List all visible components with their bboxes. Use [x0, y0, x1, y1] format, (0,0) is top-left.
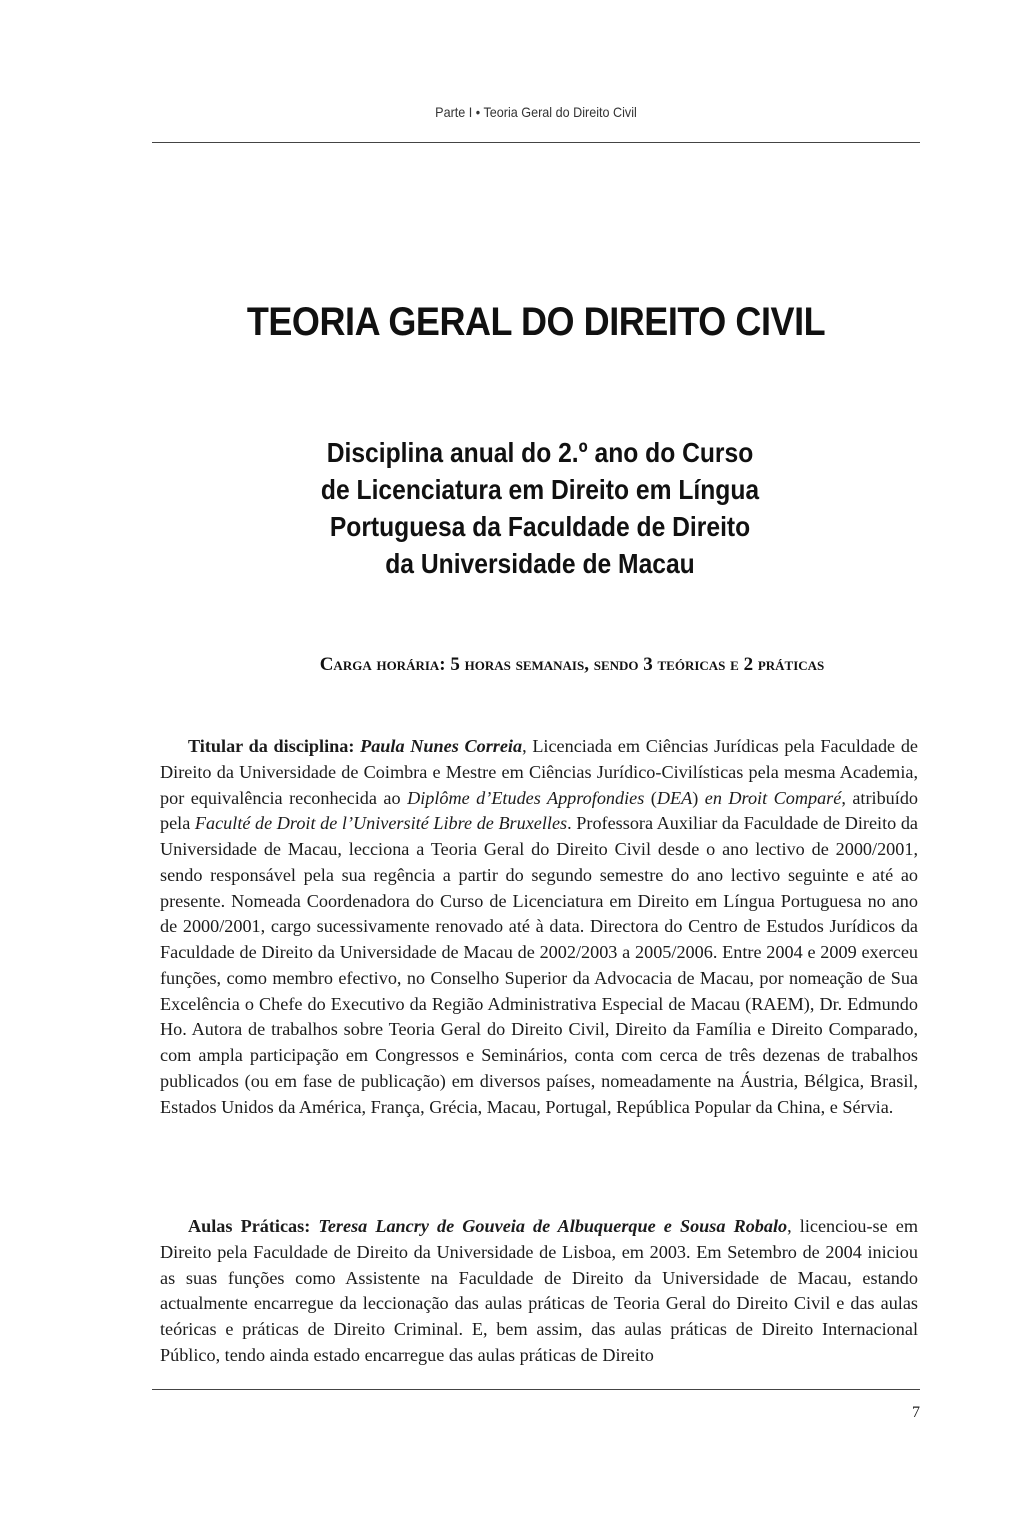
aulas-text: , licenciou-se em Direito pela Faculdade de Direito da Universidade de Lisboa, em 2003. Em Setembro de 2004 iniciou as suas funções como Assistente na Faculdade de Direito da Universidade de Macau, estando actualmente encarregue da leccionação das aulas práticas de Teoria Geral do Direito Civil e das aulas teóricas e práticas de Direito Criminal. E, bem assim, das aulas práticas de Direito Internacional Público, tendo ainda estado encarregue das aulas práticas de Direito [160, 1216, 918, 1365]
titular-text: . Professora Auxiliar da Faculdade de Direito da Universidade de Macau, lecciona a Teoria Geral do Direito Civil desde o ano lectivo de 2000/2001, sendo responsável pela sua regência a partir do segundo semestre do ano lectivo seguinte e até ao presente. Nomeada Coordenadora do Curso de Licenciatura em Direito em Língua Portuguesa no ano de 2000/2001, cargo sucessivamente renovado até à data. Directora do Centro de Estudos Jurídicos da Faculdade de Direito da Universidade de Macau de 2002/2003 a 2005/2006. Entre 2004 e 2009 exerceu funções, como membro efectivo, no Conselho Superior da Advocacia de Macau, por nomeação de Sua Excelência o Chefe do Executivo da Região Administrativa Especial de Macau (RAEM), Dr. Edmundo Ho. Autora de trabalhos sobre Teoria Geral do Direito Civil, Direito da Família e Direito Comparado, com ampla participação em Congressos e Seminários, conta com cerca de três dezenas de trabalhos publicados (ou em fase de publicação) em diversos países, nomeadamente na Áustria, Bélgica, Brasil, Estados Unidos da América, França, Grécia, Macau, Portugal, República Popular da China, e Sérvia. [160, 813, 918, 1117]
titular-text: , Licenciada em Ciências Jurídicas pela Faculdade de Direito da Universidade de Coimbra e Mestre em Ciências Jurídico-Civilísticas pela mesma Academia, por equivalência reconhecida ao [160, 736, 918, 808]
faculte-name: Faculté de Droit de l’Université Libre de Bruxelles [194, 813, 568, 834]
titular-text: , atribuído pela [160, 787, 919, 834]
subtitle-line: Portuguesa da Faculdade de Direito [329, 511, 751, 542]
titular-paragraph [160, 734, 918, 1120]
aulas-name: Teresa Lancry de Gouveia de Albuquerque e Sousa Robalo [318, 1216, 788, 1236]
header-rule [152, 142, 920, 143]
page-number: 7 [912, 1404, 920, 1421]
subtitle-line: Disciplina anual do 2.º ano do Curso [326, 437, 754, 468]
titular-text: ( [644, 787, 657, 808]
droit-compare: en Droit Comparé [704, 787, 842, 808]
subtitle-line: da Universidade de Macau [385, 548, 695, 579]
titular-label: Titular da disciplina: [188, 736, 355, 756]
footer-rule [152, 1389, 920, 1390]
workload-heading: Carga horária: 5 horas semanais, sendo 3 teóricas e 2 práticas [319, 654, 825, 675]
diploma-title: Diplôme d’Etudes Approfondies [407, 787, 645, 808]
titular-text: ) [692, 787, 705, 808]
aulas-label: Aulas Práticas: [188, 1216, 311, 1236]
subtitle-line: de Licenciatura em Direito em Língua [320, 474, 760, 505]
titular-name: Paula Nunes Correia [360, 736, 523, 756]
document-title: TEORIA GERAL DO DIREITO CIVIL [246, 300, 826, 344]
running-header: Parte I • Teoria Geral do Direito Civil [435, 104, 637, 120]
dea-abbrev: DEA [656, 787, 693, 808]
document-subtitle [276, 434, 804, 582]
aulas-paragraph [160, 1214, 918, 1369]
